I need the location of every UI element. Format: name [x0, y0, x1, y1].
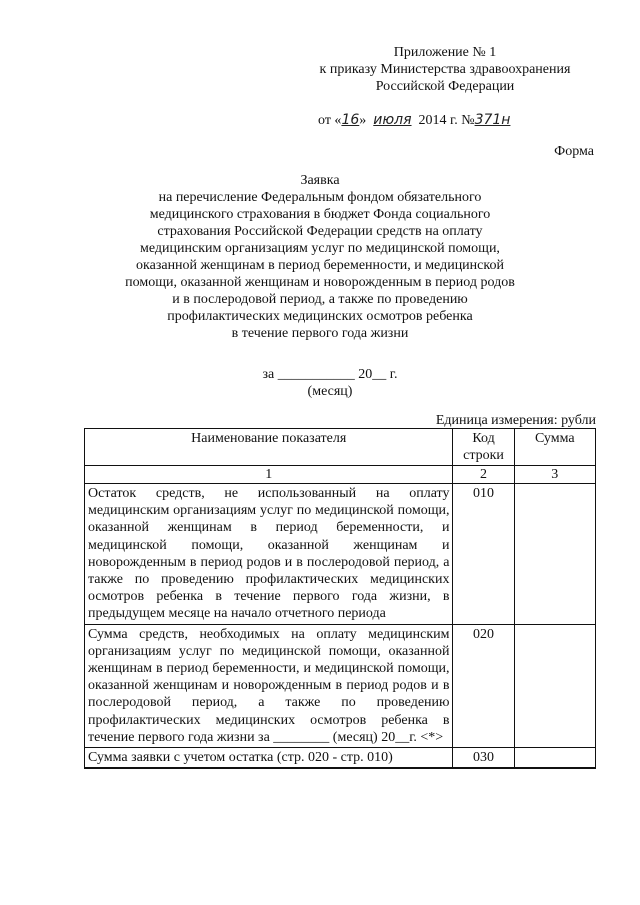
appendix-order: к приказу Министерства здравоохранения: [319, 62, 571, 77]
row-code: 020: [453, 624, 514, 747]
title-line: профилактических медицинских осмотров ребенка: [167, 309, 473, 324]
table-row: [85, 624, 596, 747]
header-row-code: Код строки: [453, 429, 514, 466]
date-year: 2014 г. №: [418, 113, 475, 128]
column-number: 1: [85, 466, 453, 484]
row-code: 010: [453, 484, 514, 625]
document-title: [110, 172, 530, 342]
order-number: 371н: [474, 112, 511, 128]
row-name: Сумма заявки с учетом остатка (стр. 020 - стр. 010): [85, 748, 453, 769]
date-day: 16: [341, 112, 360, 128]
title-line: страхования Российской Федерации средств на оплату: [157, 224, 483, 239]
period-line: за ___________ 20__ г.: [262, 367, 398, 382]
table-row: [85, 748, 596, 769]
row-sum[interactable]: [514, 624, 595, 747]
header-sum: Сумма: [514, 429, 595, 466]
date-month: июля: [373, 112, 412, 128]
title-line: оказанной женщинам в период беременности, и медицинской: [136, 258, 504, 273]
order-date-line: [318, 112, 598, 129]
row-code: 030: [453, 748, 514, 769]
header-indicator-name: Наименование показателя: [85, 429, 453, 466]
date-mid: »: [359, 113, 367, 128]
title-line: и в послеродовой период, а также по проведению: [172, 292, 468, 307]
appendix-header: [300, 44, 590, 95]
row-sum[interactable]: [514, 748, 595, 769]
appendix-title: Приложение № 1: [393, 45, 497, 60]
period-caption: (месяц): [307, 384, 353, 399]
row-sum[interactable]: [514, 484, 595, 625]
table-header-row: [85, 429, 596, 466]
row-name: Сумма средств, необходимых на оплату медицинским организациям услуг по медицинской помощи, оказанной женщинам в период беременности, и медицинской помощи, оказанной женщинам и новорожденным в период родов и в послеродовой период, а также по проведению профилактических медицинских осмотров ребенка в течение первого года жизни за ________ (месяц) 20__г. <*>: [85, 624, 453, 747]
title-line: медицинского страхования в бюджет Фонда социального: [149, 207, 491, 222]
title-heading: Заявка: [300, 173, 340, 188]
units-label: Единица измерения: рубли: [435, 413, 596, 428]
reporting-period: [230, 366, 430, 400]
title-line: на перечисление Федеральным фондом обязательного: [158, 190, 482, 205]
column-number-row: [85, 466, 596, 484]
request-table: [84, 428, 596, 769]
form-label: Форма: [554, 144, 594, 159]
table-row: [85, 484, 596, 625]
title-line: помощи, оказанной женщинам и новорожденным в период родов: [125, 275, 515, 290]
appendix-country: Российской Федерации: [375, 79, 515, 94]
column-number: 2: [453, 466, 514, 484]
date-prefix: от «: [318, 113, 342, 128]
row-name: Остаток средств, не использованный на оплату медицинским организациям услуг по медицинской помощи, оказанной женщинам в период беременности, и медицинской помощи, оказанной женщинам и новорожденным в период родов и в послеродовой период, а также по проведению профилактических медицинских осмотров ребенка в течение первого года жизни, в предыдущем месяце на начало отчетного периода: [85, 484, 453, 625]
column-number: 3: [514, 466, 595, 484]
title-line: в течение первого года жизни: [231, 326, 409, 341]
title-line: медицинским организациям услуг по медицинской помощи,: [140, 241, 500, 256]
